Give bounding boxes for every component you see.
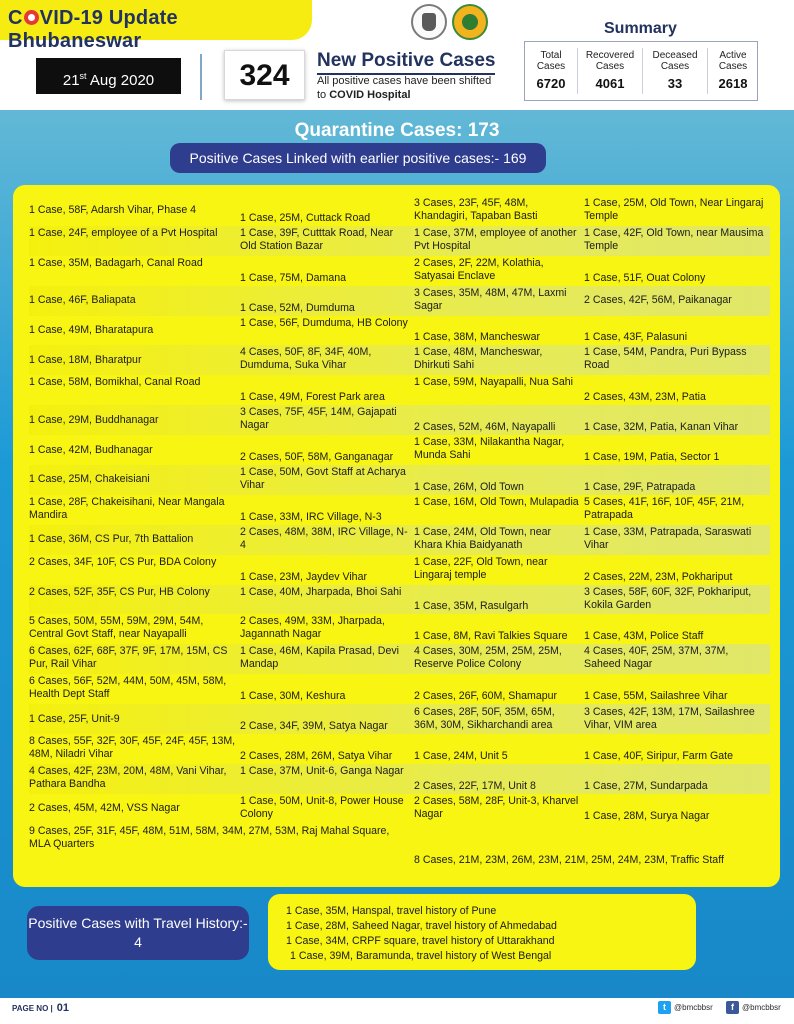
table-cell: 1 Case, 50M, Govt Staff at Acharya Vihar	[240, 466, 406, 492]
table-cell: 3 Cases, 58F, 60F, 32F, Pokhariput, Kokila Garden	[584, 585, 752, 611]
table-cell: 1 Case, 49M, Bharatapura	[29, 324, 154, 336]
table-row	[29, 405, 770, 435]
table-cell: 2 Cases, 26F, 60M, Shamapur	[414, 690, 558, 703]
table-row	[29, 585, 770, 615]
table-cell: 6 Cases, 28F, 50F, 35M, 65M, 36M, 30M, Sikharchandi area	[414, 706, 555, 732]
table-cell: 1 Case, 24F, employee of a Pvt Hospital	[29, 226, 218, 239]
table-cell: 1 Case, 40M, Jharpada, Bhoi Sahi	[240, 585, 402, 598]
table-cell: 1 Case, 27M, Sundarpada	[584, 779, 708, 792]
table-cell: 8 Cases, 55F, 32F, 30F, 45F, 24F, 45F, 13M, 48M, Niladri Vihar	[29, 735, 236, 761]
summary-total: Total Cases 6720	[536, 50, 566, 91]
table-cell: 1 Case, 25M, Cuttack Road	[240, 211, 371, 224]
travel-history-label: Positive Cases with Travel History:- 4	[27, 906, 249, 960]
table-cell: 1 Case, 16M, Old Town, Mulapadia	[414, 495, 579, 508]
table-cell: 1 Case, 19M, Patia, Sector 1	[584, 451, 720, 464]
cases-table	[13, 185, 780, 887]
summary-box	[524, 41, 758, 101]
table-cell: 1 Case, 33M, IRC Village, N-3	[240, 510, 382, 523]
page-header	[0, 0, 794, 110]
table-cell: 4 Cases, 42F, 23M, 20M, 48M, Vani Vihar, Pathara Bandha	[29, 764, 227, 790]
table-cell: 1 Case, 24M, Unit 5	[414, 749, 508, 762]
table-cell: 1 Case, 56F, Dumduma, HB Colony	[240, 316, 408, 329]
table-cell: 8 Cases, 21M, 23M, 26M, 23M, 21M, 25M, 24M, 23M, Traffic Staff	[414, 853, 724, 866]
table-cell: 1 Case, 23M, Jaydev Vihar	[240, 570, 367, 583]
table-cell: 2 Cases, 34F, 10F, CS Pur, BDA Colony	[29, 555, 217, 568]
table-row	[29, 525, 770, 555]
table-cell: 3 Cases, 42F, 13M, 17M, Sailashree Vihar, VIM area	[584, 706, 755, 732]
table-cell: 1 Case, 50M, Unit-8, Power House Colony	[240, 794, 404, 820]
report-date: 21st Aug 2020	[36, 58, 181, 94]
table-cell: 2 Cases, 22F, 17M, Unit 8	[414, 779, 536, 792]
list-item: 1 Case, 35M, Hanspal, travel history of Pune	[286, 905, 497, 917]
table-cell: 1 Case, 75M, Damana	[240, 271, 346, 284]
table-cell: 1 Case, 58M, Bomikhal, Canal Road	[29, 376, 201, 389]
table-cell: 2 Cases, 45M, 42M, VSS Nagar	[29, 802, 180, 815]
table-cell: 1 Case, 24M, Old Town, near Khara Khia Baidyanath	[414, 525, 552, 551]
table-cell: 2 Cases, 58M, 28F, Unit-3, Kharvel Nagar	[414, 794, 579, 820]
table-cell: 4 Cases, 30M, 25M, 25M, 25M, Reserve Police Colony	[414, 645, 562, 671]
table-cell: 2 Cases, 28M, 26M, Satya Vihar	[240, 749, 393, 762]
table-cell: 6 Cases, 62F, 68F, 37F, 9F, 17M, 15M, CS Pur, Rail Vihar	[29, 645, 228, 671]
quarantine-cases-label: Quarantine Cases: 173	[294, 120, 500, 141]
header-divider	[200, 54, 202, 100]
table-cell: 1 Case, 33M, Patrapada, Saraswati Vihar	[584, 525, 752, 551]
table-cell: 1 Case, 54M, Pandra, Puri Bypass Road	[584, 346, 747, 372]
new-positive-count: 324	[224, 50, 305, 100]
table-cell: 1 Case, 29M, Buddhanagar	[29, 413, 159, 426]
table-cell: 1 Case, 30M, Keshura	[240, 690, 346, 703]
table-row	[29, 345, 770, 375]
table-cell: 2 Cases, 42F, 56M, Paikanagar	[584, 294, 732, 307]
table-cell: 1 Case, 49M, Forest Park area	[240, 391, 385, 404]
list-item: 1 Case, 28M, Saheed Nagar, travel history of Ahmedabad	[286, 920, 557, 932]
table-cell: 1 Case, 59M, Nayapalli, Nua Sahi	[414, 376, 573, 389]
table-row	[29, 644, 770, 674]
table-row	[29, 794, 770, 824]
table-cell: 1 Case, 32M, Patia, Kanan Vihar	[584, 421, 739, 434]
title-bar	[0, 0, 312, 52]
table-row	[29, 435, 770, 465]
table-cell: 1 Case, 25M, Old Town, Near Lingaraj Temple	[584, 197, 764, 222]
table-cell: 2 Cases, 52F, 35F, CS Pur, HB Colony	[29, 585, 210, 598]
table-cell: 1 Case, 39F, Cutttak Road, Near Old Station Bazar	[240, 226, 394, 252]
page-footer	[0, 998, 794, 1024]
table-cell: 1 Case, 35M, Badagarh, Canal Road	[29, 256, 203, 269]
facebook-link[interactable]	[726, 1001, 781, 1014]
table-cell: 1 Case, 37M, employee of another Pvt Hospital	[414, 226, 577, 252]
table-cell: 1 Case, 8M, Ravi Talkies Square	[414, 630, 568, 643]
table-row	[29, 614, 770, 644]
table-cell: 6 Cases, 56F, 52M, 44M, 50M, 45M, 58M, Health Dept Staff	[29, 675, 227, 701]
table-cell: 1 Case, 58F, Adarsh Vihar, Phase 4	[29, 204, 197, 217]
linked-cases-label: Positive Cases Linked with earlier positive cases:- 169	[170, 143, 546, 173]
table-cell: 4 Cases, 50F, 8F, 34F, 40M, Dumduma, Suka Vihar	[240, 346, 372, 372]
summary-deceased: Deceased Cases 33	[652, 50, 698, 91]
table-cell: 1 Case, 28F, Chakeisihani, Near Mangala Mandira	[29, 495, 225, 521]
table-cell: 1 Case, 33M, Nilakantha Nagar, Munda Sahi	[414, 436, 565, 462]
new-positive-note: All positive cases have been shifted to COVID Hospital	[317, 75, 492, 101]
table-row	[29, 286, 770, 316]
facebook-handle: @bmcbbsr	[742, 1003, 781, 1012]
table-cell: 1 Case, 55M, Sailashree Vihar	[584, 690, 728, 703]
table-cell: 5 Cases, 50M, 55M, 59M, 29M, 54M, Central Govt Staff, near Nayapalli	[29, 615, 204, 641]
list-item: 1 Case, 34M, CRPF square, travel history of Uttarakhand	[286, 935, 555, 947]
table-cell: 1 Case, 29F, Patrapada	[584, 480, 696, 493]
table-cell: 1 Case, 35M, Rasulgarh	[414, 600, 529, 613]
table-cell: 1 Case, 36M, CS Pur, 7th Battalion	[29, 533, 194, 546]
table-row	[29, 764, 770, 794]
table-cell: 2 Cases, 22M, 23M, Pokhariput	[584, 570, 733, 583]
page-title: C VID-19 Update Bhubaneswar	[8, 7, 178, 52]
table-cell: 2 Cases, 49M, 33M, Jharpada, Jagannath Nagar	[240, 615, 385, 641]
table-cell: 1 Case, 28M, Surya Nagar	[584, 809, 710, 822]
table-cell: 2 Cases, 48M, 38M, IRC Village, N-4	[240, 525, 408, 551]
table-row	[29, 465, 770, 495]
table-cell: 1 Case, 51F, Ouat Colony	[584, 271, 706, 284]
table-row	[29, 555, 770, 585]
table-cell: 1 Case, 38M, Mancheswar	[414, 331, 541, 344]
twitter-icon: t	[658, 1001, 671, 1014]
table-row	[29, 824, 770, 868]
table-cell: 5 Cases, 41F, 16F, 10F, 45F, 21M, Patrapada	[584, 495, 745, 521]
table-cell: 2 Cases, 2F, 22M, Kolathia, Satyasai Enclave	[414, 256, 544, 282]
table-cell: 9 Cases, 25F, 31F, 45F, 48M, 51M, 58M, 34M, 27M, 53M, Raj Mahal Square, MLA Quarters	[29, 824, 390, 850]
twitter-handle: @bmcbbsr	[674, 1003, 713, 1012]
table-row	[29, 226, 770, 256]
new-positive-title: New Positive Cases	[317, 50, 495, 75]
table-cell: 2 Cases, 50F, 58M, Ganganagar	[240, 451, 394, 464]
travel-history-list	[268, 894, 696, 970]
table-cell: 3 Cases, 75F, 45F, 14M, Gajapati Nagar	[240, 406, 397, 432]
table-cell: 3 Cases, 23F, 45F, 48M, Khandagiri, Tapaban Basti	[414, 197, 538, 222]
table-cell: 1 Case, 52M, Dumduma	[240, 301, 355, 314]
table-cell: 1 Case, 46F, Baliapata	[29, 294, 136, 307]
page-number: PAGE NO | 01	[6, 998, 84, 1019]
table-cell: 1 Case, 37M, Unit-6, Ganga Nagar	[240, 764, 404, 777]
list-item: 1 Case, 39M, Baramunda, travel history of West Bengal	[290, 950, 552, 962]
summary-recovered: Recovered Cases 4061	[585, 50, 635, 91]
summary-active: Active Cases 2618	[718, 50, 748, 91]
table-cell: 1 Case, 25F, Unit-9	[29, 712, 120, 725]
odisha-emblem-icon	[411, 4, 447, 40]
table-cell: 2 Case, 34F, 39M, Satya Nagar	[240, 720, 388, 733]
table-row	[29, 256, 770, 286]
table-row	[29, 495, 770, 525]
table-row	[29, 316, 770, 346]
table-cell: 1 Case, 43F, Palasuni	[584, 331, 688, 344]
table-cell: 1 Case, 42M, Budhanagar	[29, 443, 153, 456]
table-cell: 4 Cases, 40F, 25M, 37M, 37M, Saheed Nagar	[584, 645, 729, 671]
table-row	[29, 734, 770, 764]
table-cell: 3 Cases, 35M, 48M, 47M, Laxmi Sagar	[414, 286, 567, 312]
table-cell: 1 Case, 25M, Chakeisiani	[29, 473, 150, 486]
bmc-logo-icon	[452, 4, 488, 40]
table-cell: 1 Case, 42F, Old Town, near Mausima Temple	[584, 226, 764, 252]
facebook-icon: f	[726, 1001, 739, 1014]
table-row	[29, 704, 770, 734]
table-row	[29, 674, 770, 704]
table-cell: 2 Cases, 43M, 23M, Patia	[584, 391, 706, 404]
table-row	[29, 196, 770, 226]
table-cell: 1 Case, 48M, Mancheswar, Dhirkuti Sahi	[414, 346, 543, 372]
twitter-link[interactable]	[658, 1001, 713, 1014]
table-row	[29, 375, 770, 405]
table-cell: 1 Case, 46M, Kapila Prasad, Devi Mandap	[240, 645, 399, 671]
table-cell: 1 Case, 26M, Old Town	[414, 480, 524, 493]
table-cell: 2 Cases, 52M, 46M, Nayapalli	[414, 421, 556, 434]
summary-title: Summary	[604, 20, 677, 37]
table-cell: 1 Case, 40F, Siripur, Farm Gate	[584, 749, 733, 762]
table-cell: 1 Case, 22F, Old Town, near Lingaraj temple	[414, 555, 548, 581]
table-cell: 1 Case, 18M, Bharatpur	[29, 353, 142, 366]
virus-icon	[24, 10, 39, 25]
table-cell: 1 Case, 43M, Police Staff	[584, 630, 704, 643]
